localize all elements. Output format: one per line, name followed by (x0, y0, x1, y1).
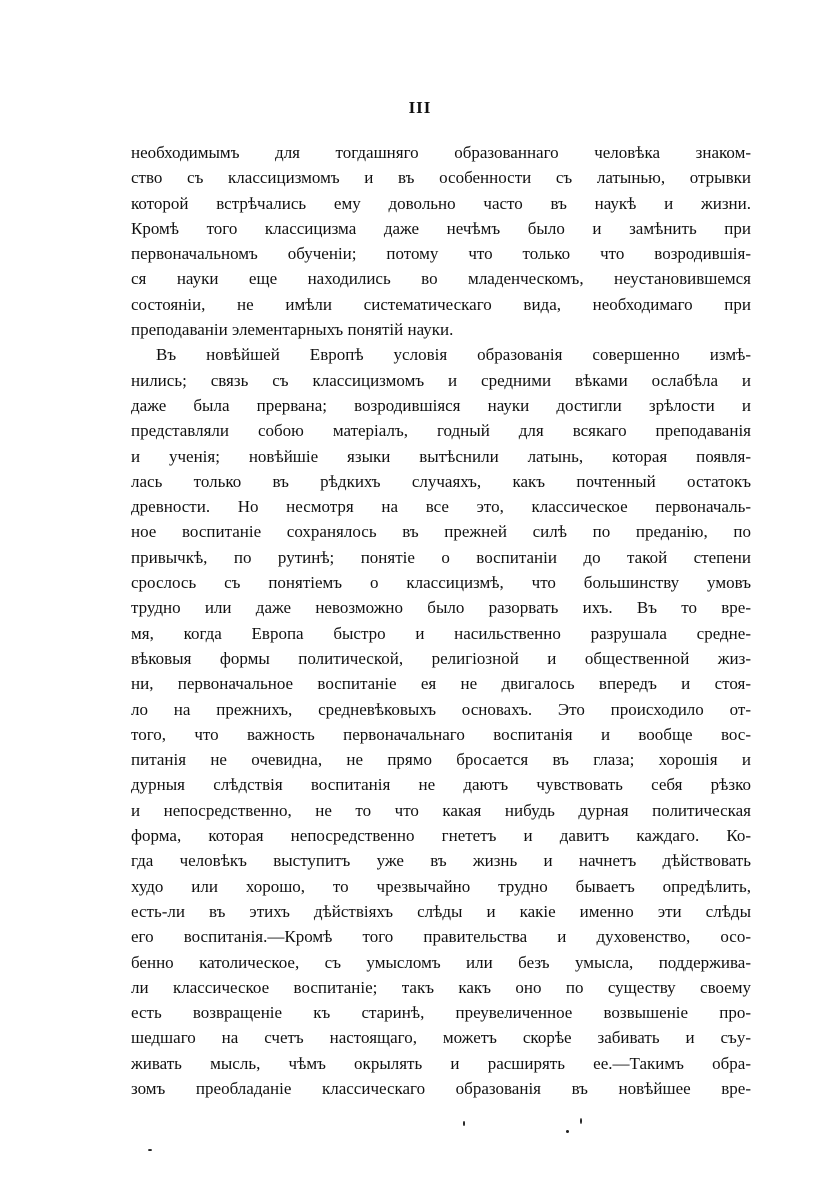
text-line: срослось съ понятіемъ о классицизмѣ, что большинству умовъ (131, 573, 751, 593)
text-line: шедшаго на счетъ настоящаго, можетъ скорѣе забивать и съу- (131, 1028, 751, 1048)
text-line: ство съ классицизмомъ и въ особенности съ латынью, отрывки (131, 168, 751, 188)
body-text (131, 140, 751, 1101)
text-line: ное воспитаніе сохранялось въ прежней силѣ по преданію, по (131, 522, 751, 542)
text-line: есть возвращеніе къ старинѣ, преувеличенное возвышеніе про- (131, 1003, 751, 1023)
text-line: которой встрѣчались ему довольно часто въ наукѣ и жизни. (131, 193, 751, 213)
text-line: состояніи, не имѣли систематическаго вида, необходимаго при (131, 294, 751, 314)
text-line: того, что важность первоначальнаго воспитанія и вообще вос- (131, 724, 751, 744)
scan-speck (148, 1149, 152, 1151)
text-line: зомъ преобладаніе классическаго образованія въ новѣйшее вре- (131, 1078, 751, 1098)
text-line: и ученія; новѣйшіе языки вытѣснили латынь, которая появля- (131, 446, 751, 466)
scan-speck (566, 1130, 569, 1133)
text-line: мя, когда Европа быстро и насильственно разрушала средне- (131, 623, 751, 643)
text-line: гда человѣкъ выступитъ уже въ жизнь и начнетъ дѣйствовать (131, 851, 751, 871)
scan-speck (463, 1121, 465, 1126)
text-line: бенно католическое, съ умысломъ или безъ умысла, поддержива- (131, 952, 751, 972)
paragraph-1 (131, 140, 751, 342)
text-line: ни, первоначальное воспитаніе ея не двигалось впередъ и стоя- (131, 674, 751, 694)
page-number: III (408, 98, 432, 117)
text-line: древности. Но несмотря на все это, классическое первоначаль- (131, 497, 751, 517)
text-line: даже была прервана; возродившіяся науки достигли зрѣлости и (131, 395, 751, 415)
text-line: необходимымъ для тогдашняго образованнаго человѣка знаком- (131, 143, 751, 162)
text-line: Кромѣ того классицизма даже нечѣмъ было и замѣнить при (131, 218, 751, 238)
text-line: преподаваніи элементарныхъ понятій науки. (131, 320, 454, 340)
text-line: ли классическое воспитаніе; такъ какъ оно по существу своему (131, 977, 751, 997)
scan-speck (580, 1118, 582, 1124)
text-line: есть-ли въ этихъ дѣйствіяхъ слѣды и какіе именно эти слѣды (131, 901, 751, 921)
text-line: ло на прежнихъ, средневѣковыхъ основахъ. Это происходило от- (131, 699, 751, 719)
text-line: питанія не очевидна, не прямо бросается въ глаза; хорошія и (131, 750, 751, 770)
text-line: и непосредственно, не то что какая нибудь дурная политическая (131, 800, 751, 820)
text-line: дурныя слѣдствія воспитанія не даютъ чувствовать себя рѣзко (131, 775, 751, 795)
text-line: Въ новѣйшей Европѣ условія образованія совершенно измѣ- (156, 345, 751, 365)
text-line: лась только въ рѣдкихъ случаяхъ, какъ почтенный остатокъ (131, 471, 751, 491)
text-line: трудно или даже невозможно было разорвать ихъ. Въ то вре- (131, 598, 751, 618)
text-line: живать мысль, чѣмъ окрылять и расширять ее.—Такимъ обра- (131, 1053, 751, 1073)
text-line: вѣковыя формы политической, религіозной и общественной жиз- (131, 648, 751, 668)
text-line: нились; связь съ классицизмомъ и средними вѣками ослабѣла и (131, 370, 751, 390)
paragraph-2 (131, 342, 751, 1101)
text-line: форма, которая непосредственно гнететъ и давитъ каждаго. Ко- (131, 826, 751, 846)
text-line: представляли собою матеріалъ, годный для всякаго преподаванія (131, 421, 751, 441)
text-line: привычкѣ, по рутинѣ; понятіе о воспитаніи до такой степени (131, 547, 751, 567)
text-line: первоначальномъ обученіи; потому что только что возродившія- (131, 244, 751, 264)
text-line: худо или хорошо, то чрезвычайно трудно бываетъ опредѣлить, (131, 876, 751, 896)
text-line: ся науки еще находились во младенческомъ, неустановившемся (131, 269, 751, 289)
text-line: его воспитанія.—Кромѣ того правительства и духовенство, осо- (131, 927, 751, 947)
